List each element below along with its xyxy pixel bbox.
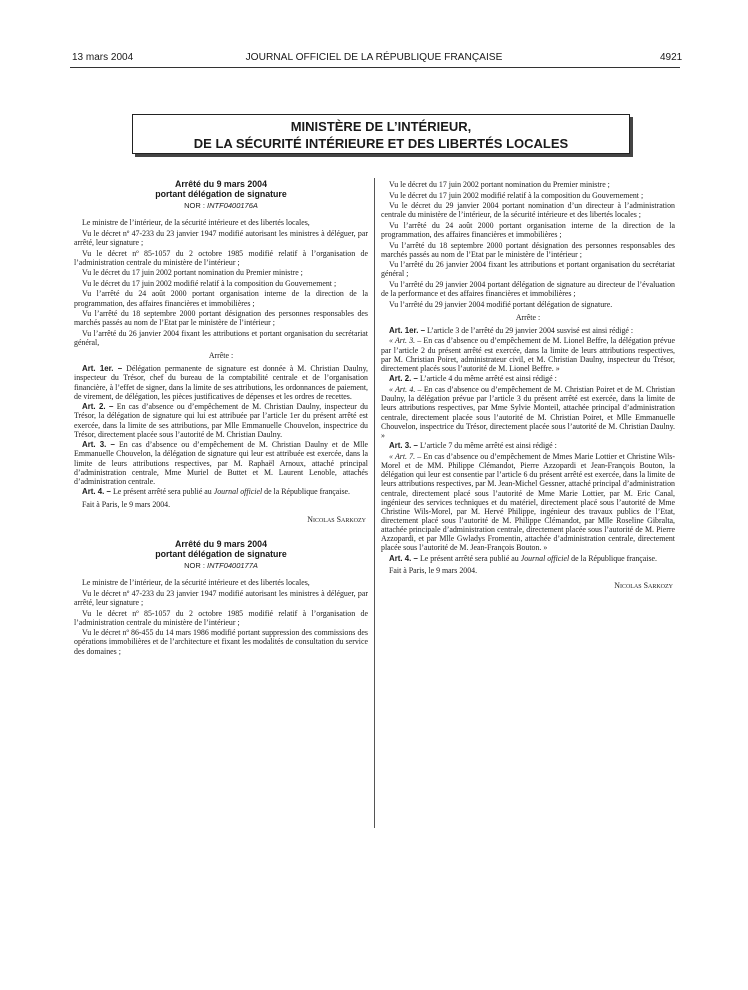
arrete1-subtitle: portant délégation de signature [155,188,287,199]
arrete2-para: Vu le décret nº 85-1057 du 2 octobre 1985 modifié relatif à l’organisation de l’administration centrale du ministère de l’intérieur ; [74,608,368,627]
article-text: En cas d’absence ou d’empêchement de M. Christian Daulny, inspecteur du Trésor, la délégation de signature qui lui est attribuée par l’article 1er du présent arrêté est exercée, dans la limite de ses attributions, par Mlle Emmanuelle Chouvelon, inspectrice du Trésor, directement placée sous l’autorité de M. Christian Daulny. [74,402,368,439]
arrete2-article-2 [381,374,675,383]
journal-title: JOURNAL OFFICIEL DE LA RÉPUBLIQUE FRANÇAISE [245,52,503,63]
arrete1-article-2 [74,402,368,439]
nor-code: INTF0400177A [207,561,258,571]
nor-code: INTF0400176A [207,201,258,211]
page-number: 4921 [660,52,683,63]
arrete2-para: Vu le décret du 29 janvier 2004 portant nomination d’un directeur à l’administration centrale du ministère de l’intérieur, de la sécurité intérieure et des libertés locales ; [381,201,675,220]
arrete1-article-4 [74,487,368,496]
ministry-line-1: MINISTÈRE DE L’INTÉRIEUR, [290,119,472,134]
arrete1-para: Vu le décret nº 85-1057 du 2 octobre 1985 modifié relatif à l’organisation de l’administration centrale du ministère de l’intérieur ; [74,248,368,267]
page-header [0,52,748,66]
article-text: En cas d’absence ou d’empêchement de M. Christian Daulny et de Mlle Emmanuelle Chouvelon, la délégation de signature qui leur est attribuée est exercée, dans la limite de leurs attributions respectives, par M. Raphaël Arnoux, attaché principal d’administration centrale, Mme Muriel de Buttet et M. Laurent Lenoble, attachés d’administration centrale. [74,440,368,486]
arrete1-nor [74,201,368,210]
arrete2-title: Arrêté du 9 mars 2004 [175,538,267,549]
arrete1-para: Vu l’arrêté du 24 août 2000 portant organisation interne de la direction de la programmation, des affaires financières et immobilières ; [74,289,368,308]
arrete2-quote-art4 [381,385,675,440]
quoted-article-label: « Art. 4. – [389,385,422,395]
arrete1-arrete: Arrête : [208,351,234,361]
article-label: Art. 4. – [389,554,418,564]
arrete1-para: Vu le décret du 17 juin 2002 modifié relatif à la composition du Gouvernement ; [82,278,337,288]
arrete2-article-4 [381,554,675,563]
column-divider [374,178,375,828]
arrete2-para: Vu l’arrêté du 26 janvier 2004 fixant les attributions et portant organisation du secrétariat général ; [381,260,675,279]
arrete2-nor [74,561,368,570]
article-text: Le présent arrêté sera publié au [419,554,521,564]
journal-officiel-ref: Journal officiel [520,554,570,564]
ministry-heading [132,114,630,154]
article-text: de la République française. [262,487,351,497]
header-rule [70,67,680,68]
article-text: L’article 4 du même arrêté est ainsi rédigé : [419,374,557,384]
arrete2-subtitle: portant délégation de signature [155,548,287,559]
left-column [74,180,368,657]
nor-label: NOR : [184,561,205,571]
ministry-line-2: DE LA SÉCURITÉ INTÉRIEURE ET DES LIBERTÉS LOCALES [193,136,569,151]
article-text: L’article 7 du même arrêté est ainsi rédigé : [419,441,557,451]
arrete1-signature: Nicolas Sarkozy [307,514,366,524]
arrete1-para: Vu l’arrêté du 18 septembre 2000 portant désignation des personnes responsables des marchés passés au nom de l’Etat par le ministère de l’intérieur ; [74,309,368,328]
issue-date: 13 mars 2004 [72,52,134,63]
arrete1-para: Vu le décret nº 47-233 du 23 janvier 1947 modifié autorisant les ministres à déléguer, par arrêté, leur signature ; [74,228,368,248]
arrete2-para: Vu le décret nº 47-233 du 23 janvier 1947 modifié autorisant les ministres à déléguer, par arrêté, leur signature ; [74,588,368,607]
article-label: Art. 1er. – [82,364,123,374]
journal-officiel-ref: Journal officiel [213,487,263,497]
article-label: Art. 3. – [389,441,418,451]
arrete1-article-3 [74,440,368,486]
quoted-article-label: « Art. 7. – [389,451,422,461]
arrete2-para: Vu l’arrêté du 29 janvier 2004 modifié portant délégation de signature. [389,299,613,309]
quoted-article-text: En cas d’absence ou d’empêchement de M. Christian Poiret et de M. Christian Daulny, la délégation prévue par l’article 3 du présent arrêté est exercée, dans la limite de leurs attributions respectives, par Mme Sylvie Monteil, attachée principal d’administration centrale, directement placée sous l’autorité de M. Christian Poiret, et Mlle Emmanuelle Chouvelon, inspectrice du Trésor, directement placée sous l’autorité de M. Christian Daulny. » [381,385,675,440]
arrete2-para: Vu l’arrêté du 18 septembre 2000 portant désignation des personnes responsables des marchés passés au nom de l’Etat par le ministère de l’intérieur ; [381,240,675,259]
arrete2-para: Le ministre de l’intérieur, de la sécurité intérieure et des libertés locales, [82,578,310,588]
arrete2-arrete: Arrête : [515,312,541,322]
quoted-article-text: En cas d’absence ou d’empêchement de Mmes Marie Lottier et Christine Wils-Morel et de MM. Philippe Clémandot, Pierre Azzopardi et Jean-François Bouton, la délégation qui leur est consentie par l’article 6 du présent arrêté est exercée, dans la limite de leurs attributions respectives, par M. Jean-Michel Gessner, attaché principal d’administration centrale, directement placé sous l’autorité de Mme Marie Lottier, par M. Eric Canal, ingénieur des services techniques et du matériel, directement placé sous l’autorité de Mme Christine Wils-Morel, par M. Hervé Philippe, ingénieur des travaux publics de l’Etat, directement placé sous l’autorité de M. Philippe Clémandot, par Mlle Roseline Gibralta, attachée principale d’administration centrale, directement placée sous l’autorité de M. Pierre Azzopardi, et par Mlle Gwladys Fromentin, attachée d’administration centrale, directement placée sous l’autorité de M. Jean-François Bouton. » [381,451,676,553]
nor-label: NOR : [184,201,205,211]
arrete2-fait: Fait à Paris, le 9 mars 2004. [389,566,478,576]
article-label: Art. 3. – [82,440,115,450]
arrete1-article-1 [74,364,368,401]
quoted-article-text: En cas d’absence ou d’empêchement de M. Lionel Beffre, la délégation prévue par l’article 2 du présent arrêté est exercée, dans la limite de leurs attributions respectives, par M. Christian Poiret, administrateur civil, et M. Christian Daulny, inspecteur du Trésor, directement placés sous l’autorité de M. Lionel Beffre. » [381,336,675,373]
arrete1-para: Le ministre de l’intérieur, de la sécurité intérieure et des libertés locales, [82,218,310,228]
arrete1-title: Arrêté du 9 mars 2004 [175,179,267,189]
arrete2-para: Vu le décret du 17 juin 2002 modifié relatif à la composition du Gouvernement ; [389,190,644,200]
arrete2-article-3 [381,441,675,450]
arrete2-quote-art7 [381,452,675,553]
arrete2-signature: Nicolas Sarkozy [614,581,673,591]
article-label: Art. 1er. – [389,325,425,335]
arrete2-para: Vu le décret nº 86-455 du 14 mars 1986 modifié portant suppression des commissions des opérations immobilières et de l’architecture et fixant les modalités de consultation du service des domaines ; [74,628,368,656]
article-text: Délégation permanente de signature est donnée à M. Christian Daulny, inspecteur du Trésor, chef du bureau de la comptabilité centrale et de l’organisation financière, à l’effet de signer, dans la limite de ses attributions, les ordonnances de paiement, de virement, de délégation, les pièces justificatives de dépenses et les ordres de recettes. [74,364,368,401]
article-text: de la République française. [569,554,658,564]
right-column [381,180,675,606]
arrete1-fait: Fait à Paris, le 9 mars 2004. [82,499,171,509]
article-label: Art. 2. – [389,374,418,384]
article-text: Le présent arrêté sera publié au [112,487,214,497]
arrete1-para: Vu l’arrêté du 26 janvier 2004 fixant les attributions et portant organisation du secrétariat général, [74,328,368,347]
arrete2-para: Vu l’arrêté du 29 janvier 2004 portant délégation de signature au directeur de l’évaluation de la performance et des affaires financières et immobilières ; [381,279,675,299]
arrete1-para: Vu le décret du 17 juin 2002 portant nomination du Premier ministre ; [82,268,303,278]
arrete2-para: Vu le décret du 17 juin 2002 portant nomination du Premier ministre ; [389,180,610,189]
article-label: Art. 2. – [82,402,114,412]
article-label: Art. 4. – [82,487,111,497]
arrete2-quote-art3 [381,336,675,373]
arrete2-para: Vu l’arrêté du 24 août 2000 portant organisation interne de la direction de la programmation, des affaires financières et immobilières ; [381,220,675,239]
arrete2-article-1 [381,326,675,335]
article-text: L’article 3 de l’arrêté du 29 janvier 2004 susvisé est ainsi rédigé : [426,325,634,335]
quoted-article-label: « Art. 3. – [389,336,422,346]
